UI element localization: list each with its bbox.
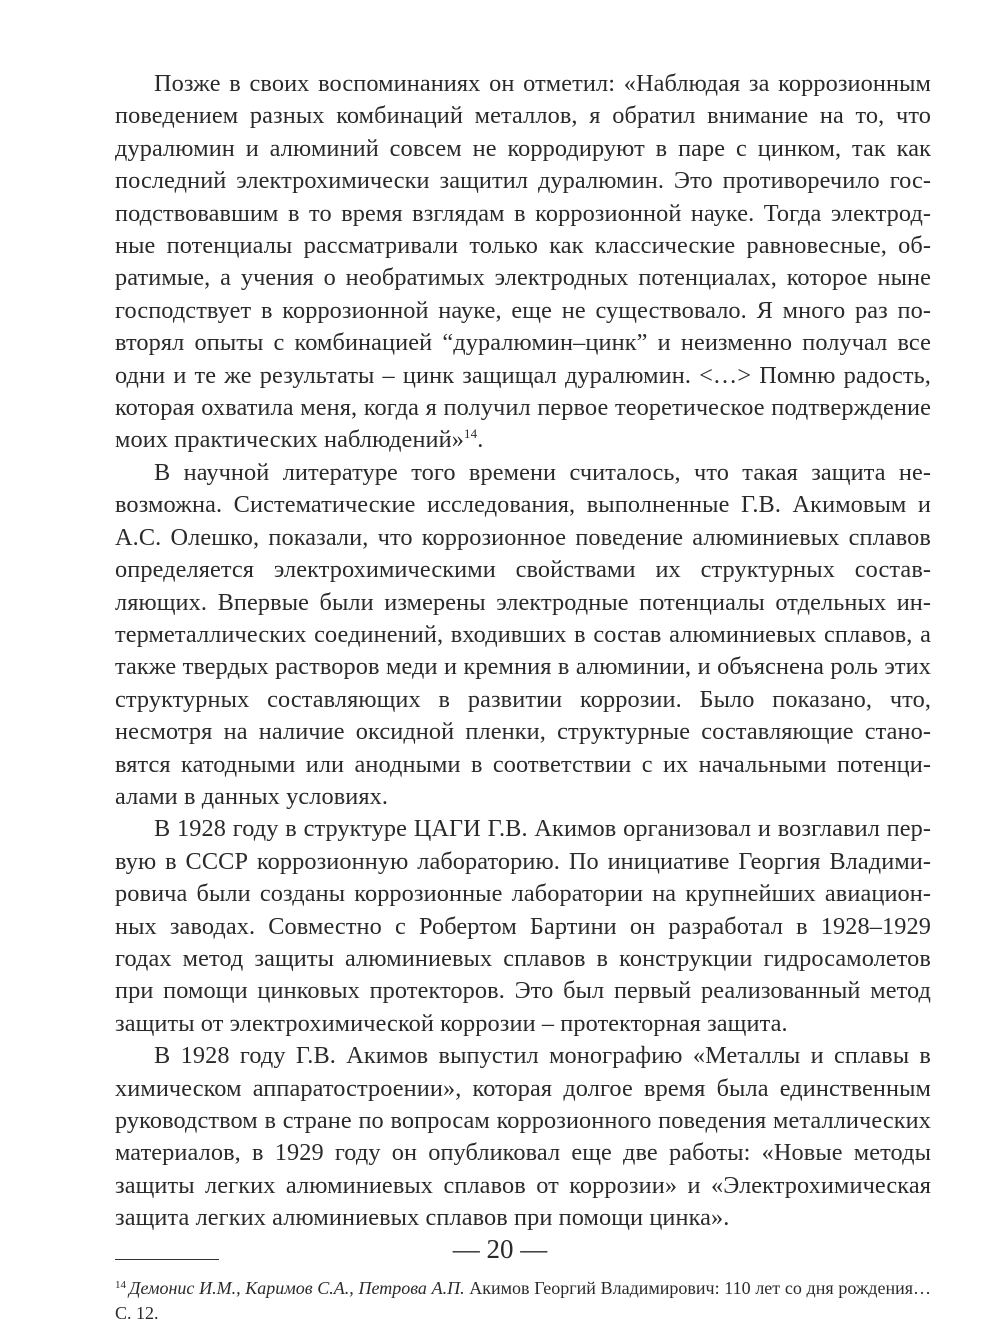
paragraph-1: Позже в своих воспоминаниях он отметил: «Наблюдая за коррозионным поведением разных комбинаций металлов, я обратил внимание на то, что дуралюмин и алюминий совсем не корродируют в паре с цинком, так как последний электрохимически защитил дуралюмин. Это противоречило господствовавшим в то время взглядам в коррозионной науке. Тогда электродные потенциалы рассматривали только как классические равновесные, обратимые, а учения о необратимых электродных потенциалах, которое ныне господствует в коррозионной науке, еще не существовало. Я много раз повторял опыты с комбинацией “дуралюмин–цинк” и неизменно получал все одни и те же результаты – цинк защищал дуралюмин. <…> Помню радость, которая охватила меня, когда я получил первое теоретическое подтверждение моих практических наблюдений»$^{14}$. [115, 70, 931, 454]
footnote-reference: 14 [464, 426, 478, 442]
paragraph-3: В 1928 году в структуре ЦАГИ Г.В. Акимов организовал и возглавил первую в СССР коррозионную лабораторию. По инициативе Георгия Владимировича были созданы коррозионные лаборатории на крупнейших авиационных заводах. Совместно с Робертом Бартини он разработал в 1928–1929 годах метод защиты алюминиевых сплавов в конструкции гидросамолетов при помощи цинковых протекторов. Это был первый реализованный метод защиты от электрохимической коррозии – протекторная защита. [115, 815, 931, 1037]
footnote-text: Акимов Георгий Владимирович: 110 лет со дня рождения… С. 12. [115, 1277, 931, 1323]
body-text [115, 68, 931, 1235]
page-content [115, 68, 931, 1326]
paragraph-1-text: Позже в своих воспоминаниях он отметил: «Наблюдая за коррозионным поведением разных комбинаций металлов, я обратил внимание на то, что дуралюмин и алюминий совсем не корродируют в паре с цинком, так как последний электрохимически защитил дуралюмин. Это противоречило господствовавшим в то время взглядам в коррозионной науке. Тогда электродные потенциалы рассматривали только как классические равновесные, обратимые, а учения о необратимых электродных потенциалах, которое ныне господствует в коррозионной науке, еще не существовало. Я много раз повторял опыты с комбинацией “дуралюмин–цинк” и неизменно получал все одни и те же результаты – цинк защищал дуралюмин. <…> Помню радость, которая охватила меня, когда я получил первое теоретическое подтверждение моих практических наблюдений» [115, 70, 931, 454]
paragraph-4: В 1928 году Г.В. Акимов выпустил монографию «Металлы и сплавы в химическом аппаратостроении», которая долгое время была единственным руководством в стране по вопросам коррозионного поведения металлических материалов, в 1929 году он опубликовал еще две работы: «Новые методы защиты легких алюминиевых сплавов от коррозии» и «Электрохимическая защита легких алюминиевых сплавов при помощи цинка». [115, 1042, 931, 1232]
footnote-number: 14 [115, 1278, 126, 1291]
page-number: — 20 — [452, 1234, 548, 1264]
paragraph-2: В научной литературе того времени считалось, что такая защита невозможна. Систематические исследования, выполненные Г.В. Акимовым и А.С. Олешко, показали, что коррозионное поведение алюминиевых сплавов определяется электрохимическими свойствами их структурных составляющих. Впервые были измерены электродные потенциалы отдельных интерметаллических соединений, входивших в состав алюминиевых сплавов, а также твердых растворов меди и кремния в алюминии, и объяснена роль этих структурных составляющих в развитии коррозии. Было показано, что, несмотря на наличие оксидной пленки, структурные составляющие становятся катодными или анодными в соответствии с их начальными потенциалами в данных условиях. [115, 458, 931, 810]
footnote [115, 1276, 931, 1326]
footnote-authors: Демонис И.М., Каримов С.А., Петрова А.П. [129, 1277, 465, 1298]
